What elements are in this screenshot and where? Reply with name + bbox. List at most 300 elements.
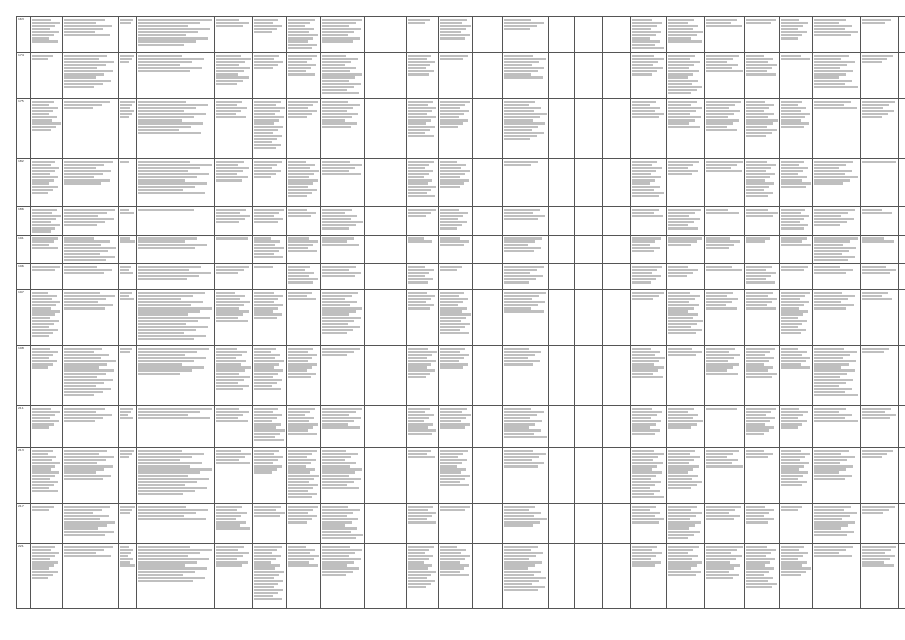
- text-line: [254, 360, 284, 362]
- table-cell: [473, 99, 503, 159]
- text-line: [32, 221, 51, 223]
- table-cell: [631, 448, 667, 504]
- text-line: [138, 459, 180, 461]
- text-line: [254, 22, 273, 24]
- text-line: [216, 101, 242, 103]
- table-cell: [287, 406, 321, 448]
- text-line: [138, 104, 208, 106]
- text-line: [440, 561, 460, 563]
- text-line: [440, 107, 460, 109]
- text-line: [64, 107, 93, 109]
- table-cell: [119, 53, 137, 99]
- text-line: [322, 58, 358, 60]
- text-line: [138, 323, 186, 325]
- text-line: [746, 189, 764, 191]
- text-line: [288, 429, 308, 431]
- text-line: [64, 420, 95, 422]
- text-line: [254, 439, 284, 441]
- text-line: [862, 209, 882, 211]
- text-line: [668, 212, 695, 214]
- table-row: [17, 544, 905, 609]
- text-line: [322, 161, 350, 163]
- text-line: [322, 512, 353, 514]
- table-cell: [253, 17, 287, 53]
- table-cell: [215, 264, 253, 290]
- text-line: [632, 518, 664, 520]
- table-cell: [63, 159, 119, 207]
- text-line: [746, 186, 769, 188]
- text-line: [781, 31, 807, 33]
- text-line: [504, 278, 536, 280]
- text-line: [120, 512, 130, 514]
- text-line: [216, 561, 248, 563]
- table-cell: [667, 504, 705, 544]
- table-cell: [63, 53, 119, 99]
- table-cell: [321, 99, 365, 159]
- text-line: [32, 506, 54, 508]
- text-line: [216, 221, 239, 223]
- text-line: [408, 561, 424, 563]
- text-line: [746, 363, 764, 365]
- table-cell: [575, 235, 603, 264]
- table-cell: [365, 99, 407, 159]
- text-line: [504, 524, 533, 526]
- text-line: [814, 468, 846, 470]
- text-line: [138, 408, 212, 410]
- table-cell: [667, 17, 705, 53]
- text-line: [32, 167, 59, 169]
- text-line: [814, 256, 855, 258]
- table-cell: [549, 235, 575, 264]
- text-line: [138, 574, 183, 576]
- text-line: [64, 250, 108, 252]
- text-line: [138, 110, 184, 112]
- text-line: [138, 44, 184, 46]
- text-line: [814, 408, 846, 410]
- text-line: [32, 28, 50, 30]
- text-line: [668, 215, 689, 217]
- text-line: [814, 212, 848, 214]
- text-line: [814, 22, 839, 24]
- text-line: [862, 19, 891, 21]
- text-line: [138, 40, 196, 42]
- text-line: [32, 456, 56, 458]
- text-line: [288, 363, 317, 365]
- text-line: [440, 310, 462, 312]
- table-cell: [63, 264, 119, 290]
- text-line: [254, 577, 274, 579]
- text-line: [746, 509, 774, 511]
- table-cell: [631, 99, 667, 159]
- text-line: [216, 110, 241, 112]
- text-line: [138, 167, 200, 169]
- text-line: [138, 107, 196, 109]
- text-line: [746, 266, 772, 268]
- text-line: [632, 465, 657, 467]
- text-line: [64, 515, 109, 517]
- text-line: [138, 555, 188, 557]
- table-cell: [287, 448, 321, 504]
- text-line: [746, 22, 771, 24]
- text-line: [632, 161, 657, 163]
- text-line: [440, 332, 469, 334]
- text-line: [322, 80, 349, 82]
- table-cell: [63, 99, 119, 159]
- table-cell: [253, 290, 287, 346]
- text-line: [120, 209, 129, 211]
- text-line: [746, 195, 768, 197]
- text-line: [504, 518, 547, 520]
- table-cell: [603, 235, 631, 264]
- text-line: [632, 34, 656, 36]
- text-line: [216, 179, 242, 181]
- text-line: [746, 564, 765, 566]
- text-line: [288, 28, 314, 30]
- text-line: [440, 546, 457, 548]
- text-line: [32, 107, 58, 109]
- table-cell: [705, 99, 745, 159]
- text-line: [781, 182, 811, 184]
- text-line: [781, 55, 801, 57]
- text-line: [254, 583, 278, 585]
- table-cell: [365, 406, 407, 448]
- text-line: [288, 64, 316, 66]
- text-line: [408, 176, 424, 178]
- text-line: [64, 388, 111, 390]
- text-line: [746, 281, 775, 283]
- text-line: [632, 484, 655, 486]
- text-line: [504, 110, 534, 112]
- text-line: [440, 453, 463, 455]
- text-line: [408, 376, 426, 378]
- text-line: [254, 506, 281, 508]
- text-line: [440, 456, 458, 458]
- text-line: [632, 369, 658, 371]
- text-line: [408, 555, 433, 557]
- text-line: [288, 496, 312, 498]
- text-line: [64, 465, 113, 467]
- text-line: [138, 310, 200, 312]
- text-line: [668, 173, 692, 175]
- text-line: [668, 227, 698, 229]
- text-line: [138, 37, 208, 39]
- text-line: [781, 170, 803, 172]
- text-line: [288, 295, 307, 297]
- text-line: [120, 295, 129, 297]
- text-line: [668, 561, 702, 563]
- text-line: [322, 323, 348, 325]
- text-line: [322, 240, 347, 242]
- text-line: [64, 549, 104, 551]
- text-line: [254, 58, 274, 60]
- text-line: [746, 161, 767, 163]
- table-cell: [407, 406, 439, 448]
- text-line: [632, 417, 651, 419]
- text-line: [32, 335, 49, 337]
- table-cell: [287, 159, 321, 207]
- text-line: [440, 423, 470, 425]
- text-line: [440, 55, 468, 57]
- text-line: [706, 552, 731, 554]
- table-cell: [287, 346, 321, 406]
- text-line: [138, 58, 204, 60]
- text-line: [781, 481, 807, 483]
- table-cell: [365, 544, 407, 609]
- text-line: [254, 555, 281, 557]
- text-line: [322, 307, 362, 309]
- text-line: [288, 360, 308, 362]
- table-cell: [63, 290, 119, 346]
- table-cell: [63, 448, 119, 504]
- text-line: [322, 515, 347, 517]
- table-cell: [321, 346, 365, 406]
- text-line: [814, 272, 846, 274]
- text-line: [322, 170, 349, 172]
- text-line: [322, 462, 356, 464]
- text-line: [504, 281, 529, 283]
- text-line: [138, 189, 183, 191]
- text-line: [288, 266, 310, 268]
- text-line: [746, 366, 773, 368]
- table-cell: [31, 159, 63, 207]
- text-line: [781, 25, 803, 27]
- text-line: [288, 414, 305, 416]
- text-line: [254, 247, 284, 249]
- text-line: [504, 450, 533, 452]
- text-line: [668, 76, 688, 78]
- table-cell: [667, 448, 705, 504]
- text-line: [668, 240, 697, 242]
- text-line: [322, 574, 346, 576]
- table-cell: [603, 448, 631, 504]
- text-line: [632, 420, 661, 422]
- table-cell: [503, 207, 549, 236]
- table-cell: [119, 448, 137, 504]
- text-line: [504, 586, 545, 588]
- text-line: [408, 521, 436, 523]
- table-cell: [667, 159, 705, 207]
- text-line: [440, 218, 458, 220]
- table-cell: [215, 504, 253, 544]
- text-line: [781, 186, 806, 188]
- text-line: [781, 561, 807, 563]
- text-line: [32, 329, 58, 331]
- text-line: [138, 561, 197, 563]
- text-line: [814, 420, 858, 422]
- text-line: [288, 292, 312, 294]
- table-cell: [705, 290, 745, 346]
- text-line: [254, 595, 273, 597]
- text-line: [814, 478, 845, 480]
- table-cell: [631, 346, 667, 406]
- text-line: [254, 385, 272, 387]
- text-line: [288, 450, 317, 452]
- text-line: [408, 574, 431, 576]
- text-line: [706, 366, 733, 368]
- text-line: [814, 259, 848, 261]
- text-line: [32, 119, 52, 121]
- text-line: [781, 323, 802, 325]
- text-line: [746, 126, 767, 128]
- text-line: [408, 132, 425, 134]
- text-line: [668, 411, 688, 413]
- text-line: [706, 247, 729, 249]
- text-line: [138, 490, 195, 492]
- table-cell: [215, 448, 253, 504]
- text-line: [440, 366, 463, 368]
- text-line: [32, 549, 51, 551]
- text-line: [706, 512, 729, 514]
- text-line: [254, 31, 272, 33]
- text-line: [814, 555, 852, 557]
- table-cell: [439, 99, 473, 159]
- table-cell: [705, 346, 745, 406]
- text-line: [288, 506, 318, 508]
- text-line: [440, 417, 466, 419]
- text-line: [668, 417, 693, 419]
- text-line: [64, 170, 111, 172]
- text-line: [781, 126, 804, 128]
- text-line: [64, 518, 100, 520]
- table-cell: [321, 235, 365, 264]
- text-line: [216, 218, 245, 220]
- text-line: [120, 408, 133, 410]
- text-line: [254, 509, 276, 511]
- text-line: [32, 298, 52, 300]
- text-line: [254, 176, 271, 178]
- text-line: [288, 107, 308, 109]
- text-line: [504, 138, 530, 140]
- text-line: [706, 363, 739, 365]
- text-line: [32, 411, 60, 413]
- text-line: [440, 509, 465, 511]
- table-cell: [813, 17, 861, 53]
- text-line: [288, 475, 319, 477]
- text-line: [862, 212, 892, 214]
- text-line: [504, 465, 538, 467]
- text-line: [632, 450, 654, 452]
- text-line: [408, 304, 434, 306]
- text-line: [288, 22, 310, 24]
- text-line: [138, 549, 212, 551]
- text-line: [254, 116, 284, 118]
- text-line: [746, 571, 769, 573]
- text-line: [138, 129, 179, 131]
- text-line: [322, 215, 357, 217]
- text-line: [668, 67, 689, 69]
- text-line: [814, 164, 846, 166]
- table-cell: [705, 17, 745, 53]
- table-cell: [705, 264, 745, 290]
- text-line: [216, 25, 243, 27]
- text-line: [64, 259, 106, 261]
- text-line: [254, 135, 282, 137]
- text-line: [138, 247, 195, 249]
- text-line: [322, 126, 351, 128]
- text-line: [288, 281, 313, 283]
- text-line: [288, 490, 308, 492]
- table-cell: [780, 290, 813, 346]
- text-line: [440, 116, 459, 118]
- text-line: [632, 44, 655, 46]
- text-line: [504, 19, 531, 21]
- text-line: [814, 76, 839, 78]
- table-cell: [31, 17, 63, 53]
- text-line: [138, 360, 194, 362]
- text-line: [746, 135, 766, 137]
- text-line: [288, 212, 316, 214]
- text-line: [408, 571, 436, 573]
- text-line: [322, 518, 358, 520]
- text-line: [504, 295, 539, 297]
- text-line: [32, 468, 51, 470]
- text-line: [408, 577, 427, 579]
- table-cell: [780, 235, 813, 264]
- text-line: [814, 360, 856, 362]
- text-line: [138, 176, 197, 178]
- table-cell: [215, 290, 253, 346]
- text-line: [668, 509, 691, 511]
- text-line: [746, 67, 772, 69]
- text-line: [288, 366, 312, 368]
- text-line: [746, 240, 765, 242]
- text-line: [288, 192, 312, 194]
- text-line: [288, 275, 309, 277]
- text-line: [138, 179, 185, 181]
- table-cell: [603, 17, 631, 53]
- text-line: [440, 450, 468, 452]
- text-line: [64, 555, 111, 557]
- text-line: [32, 304, 56, 306]
- text-line: [32, 552, 59, 554]
- text-line: [632, 173, 651, 175]
- text-line: [668, 307, 694, 309]
- text-line: [138, 484, 185, 486]
- text-line: [862, 561, 884, 563]
- text-line: [632, 515, 655, 517]
- text-line: [32, 414, 55, 416]
- table-cell: [473, 544, 503, 609]
- text-line: [138, 67, 202, 69]
- text-line: [120, 411, 131, 413]
- text-line: [254, 564, 280, 566]
- text-line: [288, 357, 312, 359]
- table-cell: [705, 448, 745, 504]
- text-line: [746, 521, 768, 523]
- text-line: [32, 244, 49, 246]
- text-line: [408, 348, 428, 350]
- text-line: [668, 167, 688, 169]
- text-line: [32, 129, 51, 131]
- text-line: [32, 363, 53, 365]
- text-line: [746, 301, 772, 303]
- text-line: [504, 61, 539, 63]
- text-line: [746, 369, 768, 371]
- text-line: [408, 301, 426, 303]
- table-cell: [439, 346, 473, 406]
- text-line: [138, 25, 188, 27]
- text-line: [288, 55, 317, 57]
- text-line: [706, 354, 740, 356]
- text-line: [216, 369, 245, 371]
- text-line: [32, 564, 54, 566]
- text-line: [781, 215, 809, 217]
- table-cell: [813, 448, 861, 504]
- text-line: [64, 414, 112, 416]
- text-line: [216, 348, 237, 350]
- text-line: [64, 266, 97, 268]
- text-line: [64, 417, 103, 419]
